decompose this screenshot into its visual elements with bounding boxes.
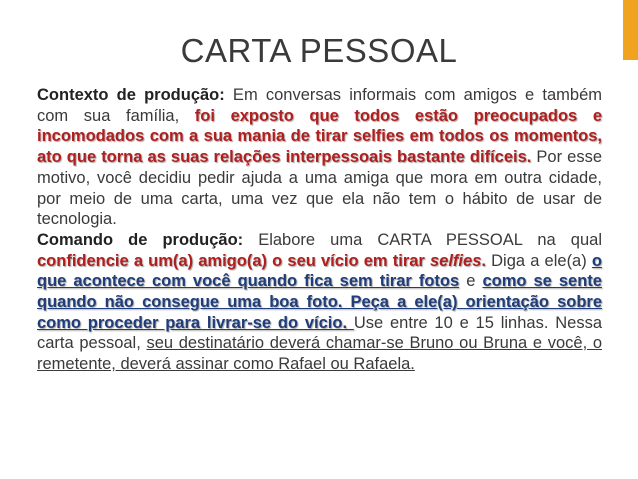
- command-highlight-blue-1: o que acontece com você quando fica sem tirar fotos: [37, 251, 602, 291]
- command-text-4: Use entre 10 e 15 linhas. Nessa carta pessoal,: [37, 313, 602, 353]
- command-highlight-red-italic: selfies: [430, 251, 482, 270]
- command-highlight-red-2: .: [481, 251, 486, 270]
- context-label: Contexto de produção:: [37, 86, 225, 104]
- slide-title: CARTA PESSOAL: [180, 32, 458, 69]
- command-highlight-red-1: confidencie a um(a) amigo(a) o seu vício em tirar: [37, 251, 430, 270]
- command-highlight-blue-2: como se sente quando não consegue uma boa foto. Peça a ele(a) orientação sobre como proceder para livrar-se do vício.: [37, 272, 602, 332]
- slide-body: [37, 85, 602, 375]
- command-paragraph: [37, 230, 602, 375]
- command-text-3: e: [459, 272, 483, 291]
- context-paragraph: [37, 85, 602, 230]
- context-text-2: Por esse motivo, você decidiu pedir ajuda a uma amiga que mora em outra cidade, por meio de uma carta, uma vez que ela não tem o hábito de usar de tecnologia.: [37, 148, 602, 229]
- command-label: Comando de produção:: [37, 230, 244, 249]
- command-underlined: seu destinatário deverá chamar-se Bruno ou Bruna e você, o remetente, deverá assinar como Rafael ou Rafaela.: [37, 334, 602, 374]
- context-highlight: foi exposto que todos estão preocupados e incomodados com a sua mania de tirar selfies em todos os momentos, ato que torna as suas relações interpessoais bastante difíceis.: [37, 106, 602, 167]
- context-text-1: Em conversas informais com amigos e também com sua família,: [37, 86, 602, 125]
- command-text-1: Elabore uma CARTA PESSOAL na qual: [243, 230, 602, 249]
- command-text-2: Diga a ele(a): [485, 251, 592, 270]
